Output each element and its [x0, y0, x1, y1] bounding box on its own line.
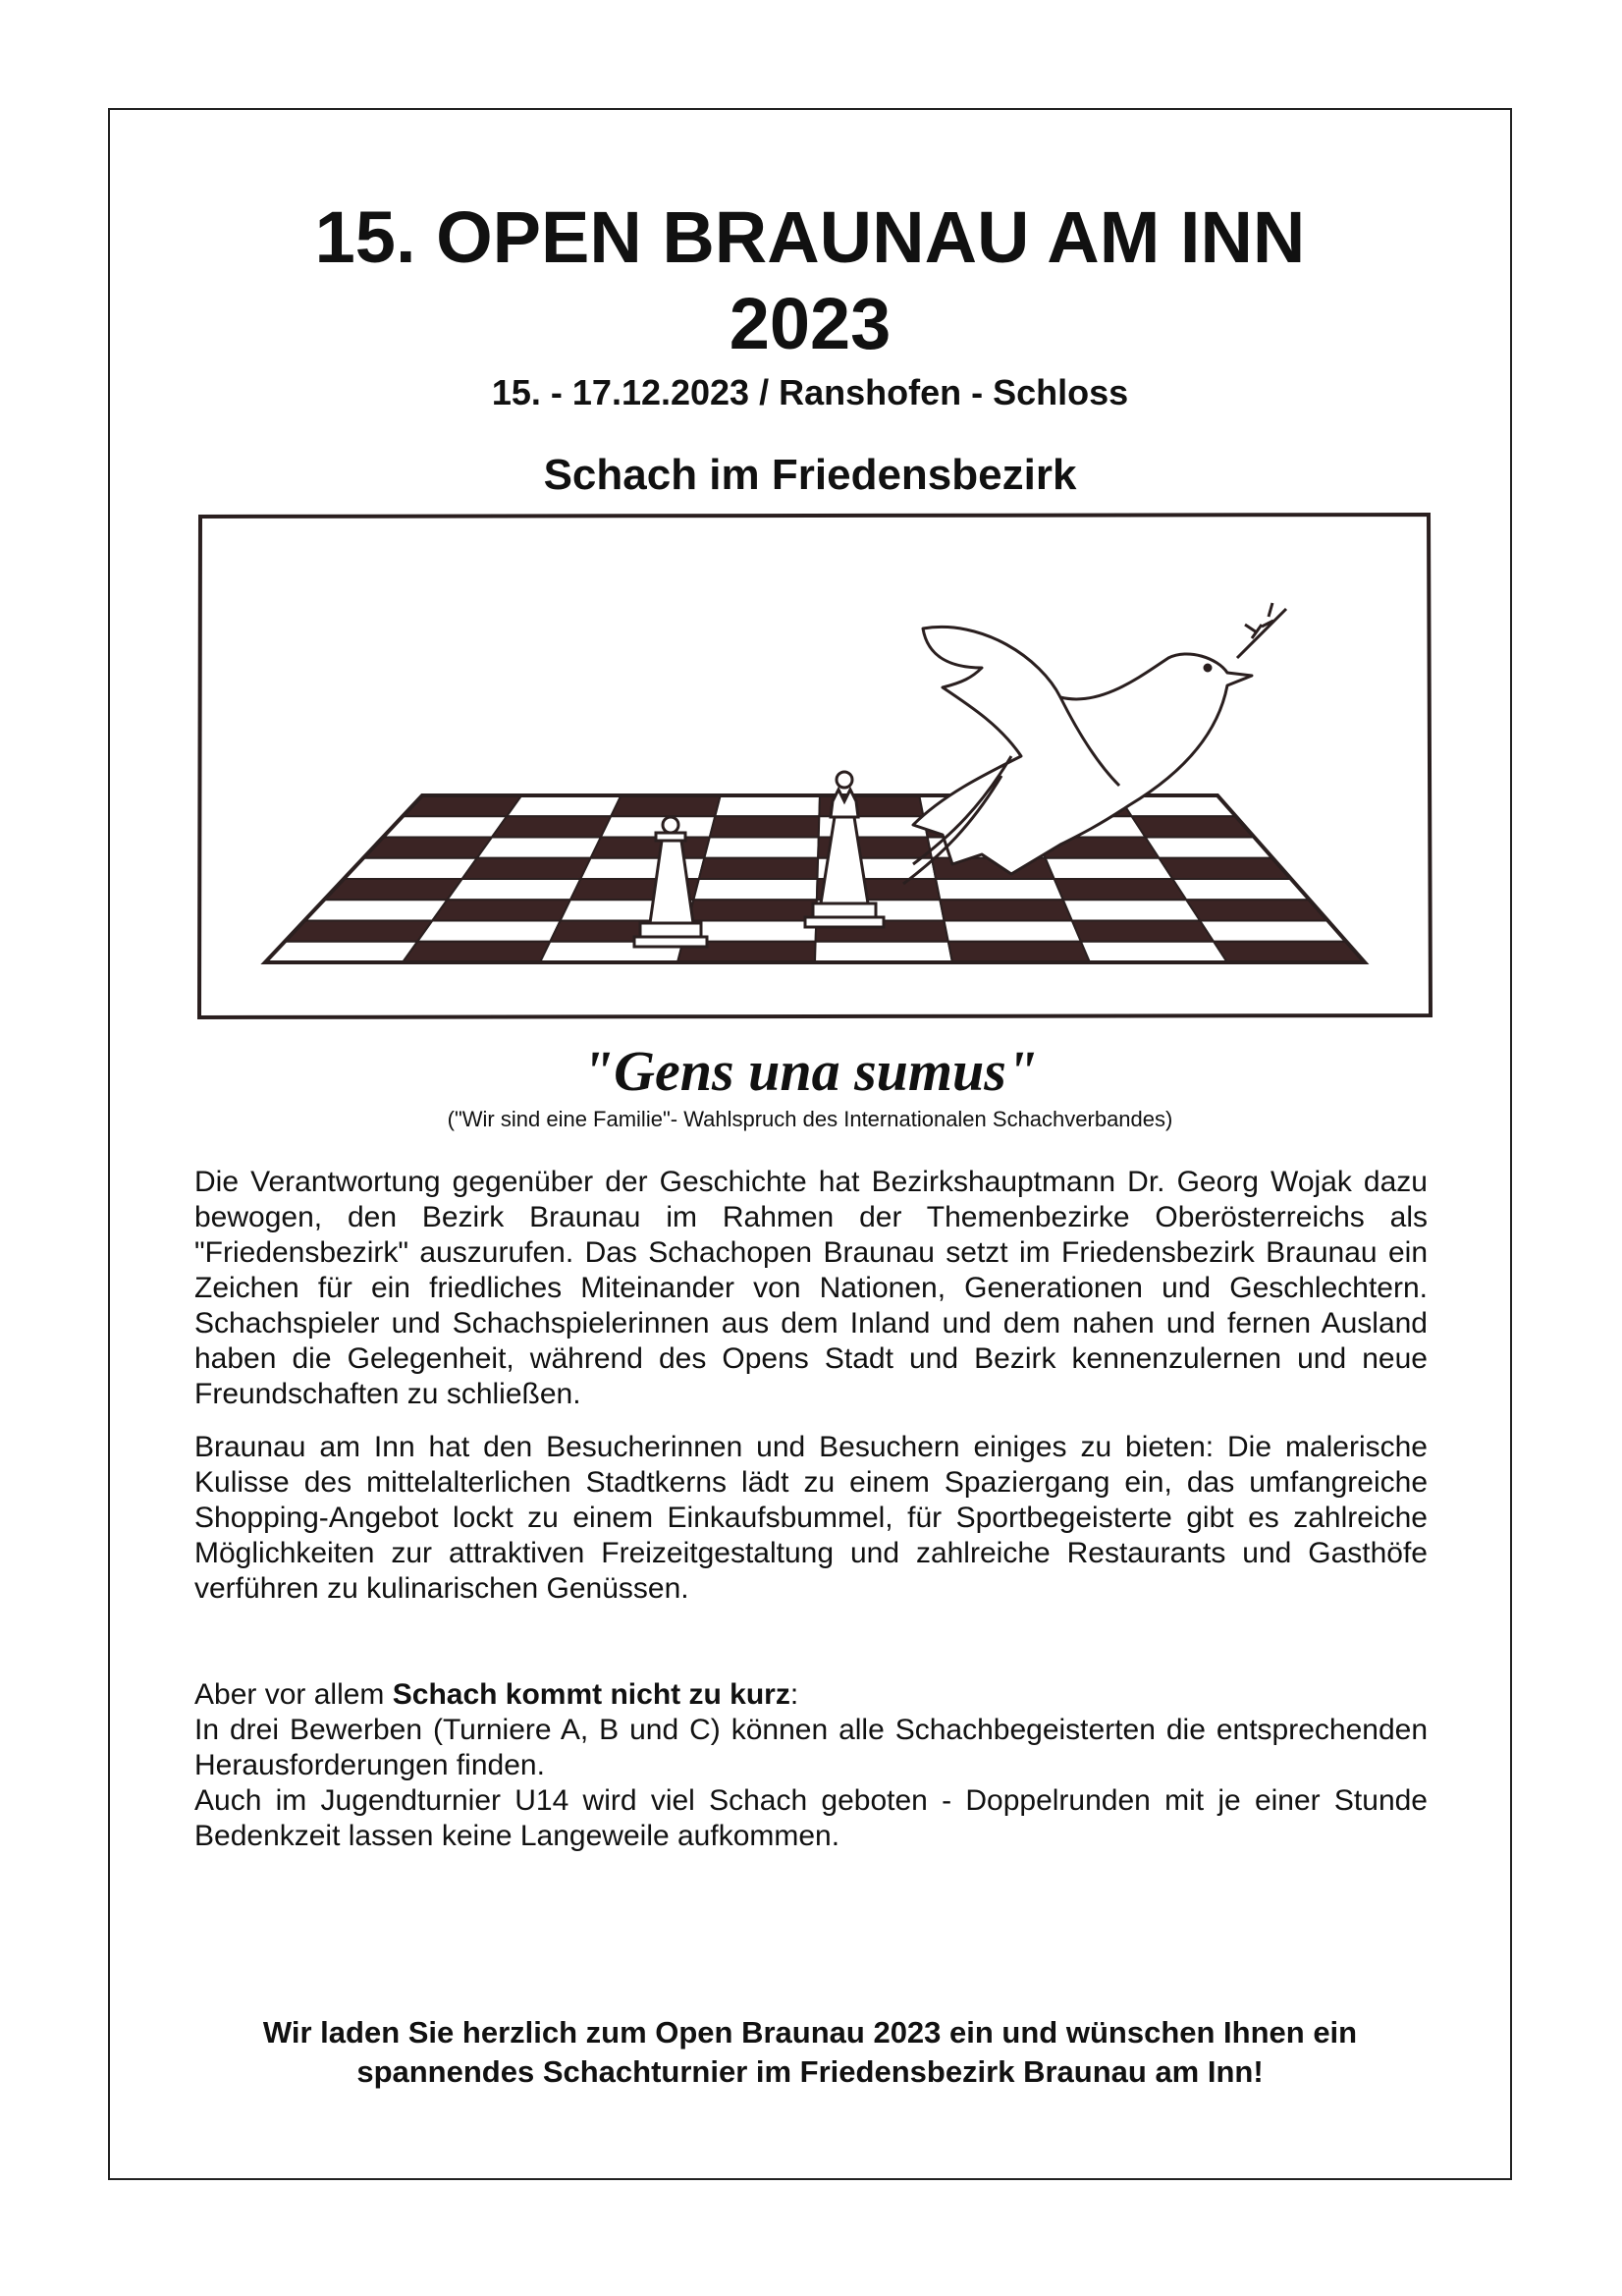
- chessboard-square: [403, 942, 550, 962]
- chessboard-square: [1146, 838, 1273, 858]
- chessboard-square: [462, 858, 591, 879]
- chessboard-square: [693, 879, 817, 900]
- intro-emphasis: Schach kommt nicht zu kurz: [392, 1678, 790, 1711]
- chessboard-square: [1054, 879, 1187, 900]
- chessboard-square: [432, 900, 570, 920]
- chessboard-square: [265, 942, 417, 962]
- chessboard-square: [1132, 816, 1255, 837]
- page-title-year: 2023: [729, 283, 892, 364]
- chessboard-square: [304, 900, 447, 920]
- chessboard-square: [591, 838, 710, 858]
- chessboard-square: [492, 816, 611, 837]
- chessboard-square: [1159, 858, 1291, 879]
- closing-invitation: [157, 2013, 1463, 2092]
- intro-colon: :: [789, 1678, 799, 1711]
- chessboard-square: [688, 900, 817, 920]
- chessboard-square: [715, 795, 820, 816]
- chessboard-square: [611, 795, 721, 816]
- chessboard-drawing: [265, 795, 1365, 962]
- chessboard-square: [940, 900, 1072, 920]
- chessboard-square: [1072, 921, 1214, 942]
- tournament-groups-line: In drei Bewerben (Turniere A, B und C) können alle Schachbegeisterten die entsprechenden Herausforderungen finden.: [194, 1714, 1428, 1781]
- chessboard-square: [704, 838, 818, 858]
- chessboard-square: [344, 858, 477, 879]
- intro-text: Aber vor allem: [194, 1678, 393, 1711]
- event-date-location: 15. - 17.12.2023 / Ranshofen - Schloss: [491, 372, 1129, 412]
- chessboard-square: [1186, 900, 1327, 920]
- chessboard-square: [285, 921, 432, 942]
- chessboard-square: [710, 816, 820, 837]
- page-title-line1: 15. OPEN BRAUNAU AM INN: [314, 196, 1306, 278]
- chessboard-square: [699, 858, 818, 879]
- chessboard-square: [1172, 879, 1309, 900]
- chessboard-square: [447, 879, 580, 900]
- chessboard-square: [1200, 921, 1346, 942]
- chessboard-square: [948, 942, 1090, 962]
- chessboard-square: [936, 879, 1063, 900]
- chessboard-square: [815, 942, 952, 962]
- chessboard-square: [477, 838, 601, 858]
- chessboard-square: [324, 879, 462, 900]
- chessboard-square: [507, 795, 621, 816]
- paragraph-braunau-attractions: Braunau am Inn hat den Besucherinnen und Besuchern einiges zu bieten: Die malerische Kulisse des mittelalterlichen Stadtkerns lädt zu einem Spaziergang ein, das umfangreiche Shopping-Angebot lockt zu einem Einkaufsbummel, für Sportbegeisterte gibt es zahlreiche Möglichkeiten zur attraktiven Freizeitgestaltung und zahlreiche Restaurants und Gasthöfe verführen zu kulinarischen Genüssen.: [194, 1431, 1428, 1605]
- chessboard-square: [1046, 858, 1173, 879]
- chessboard-square: [1063, 900, 1200, 920]
- closing-line-2: spannendes Schachturnier im Friedensbezirk Braunau am Inn!: [356, 2054, 1264, 2089]
- page-subtitle: Schach im Friedensbezirk: [543, 451, 1077, 499]
- dove-chessboard-illustration: [196, 511, 1433, 1021]
- page-border: [108, 108, 1512, 2180]
- chessboard-square: [1214, 942, 1365, 962]
- youth-tournament-line: Auch im Jugendturnier U14 wird viel Schach geboten - Doppelrunden mit je einer Stunde Bedenkzeit lassen keine Langeweile aufkommen.: [194, 1784, 1428, 1852]
- tournament-intro-line: [194, 1677, 1428, 1713]
- motto-heading: "Gens una sumus": [581, 1039, 1039, 1103]
- motto-translation: ("Wir sind eine Familie"- Wahlspruch des Internationalen Schachverbandes): [447, 1107, 1173, 1131]
- paragraph-tournaments: [194, 1677, 1428, 1854]
- chessboard-square: [945, 921, 1081, 942]
- chessboard-square: [1081, 942, 1227, 962]
- chessboard-square: [417, 921, 560, 942]
- closing-line-1: Wir laden Sie herzlich zum Open Braunau 2023 ein und wünschen Ihnen ein: [262, 2015, 1358, 2050]
- paragraph-peace-district: Die Verantwortung gegenüber der Geschichte hat Bezirkshauptmann Dr. Georg Wojak dazu bewogen, den Bezirk Braunau im Rahmen der Themenbezirke Oberösterreichs als "Friedensbezirk" auszurufen. Das Schachopen Braunau setzt im Friedensbezirk Braunau ein Zeichen für ein friedliches Miteinander von Nationen, Generationen und Geschlechtern. Schachspieler und Schachspielerinnen aus dem Inland und dem nahen und fernen Ausland haben die Gelegenheit, während des Opens Stadt und Bezirk kennenzulernen und neue Freundschaften zu schließen.: [194, 1166, 1428, 1410]
